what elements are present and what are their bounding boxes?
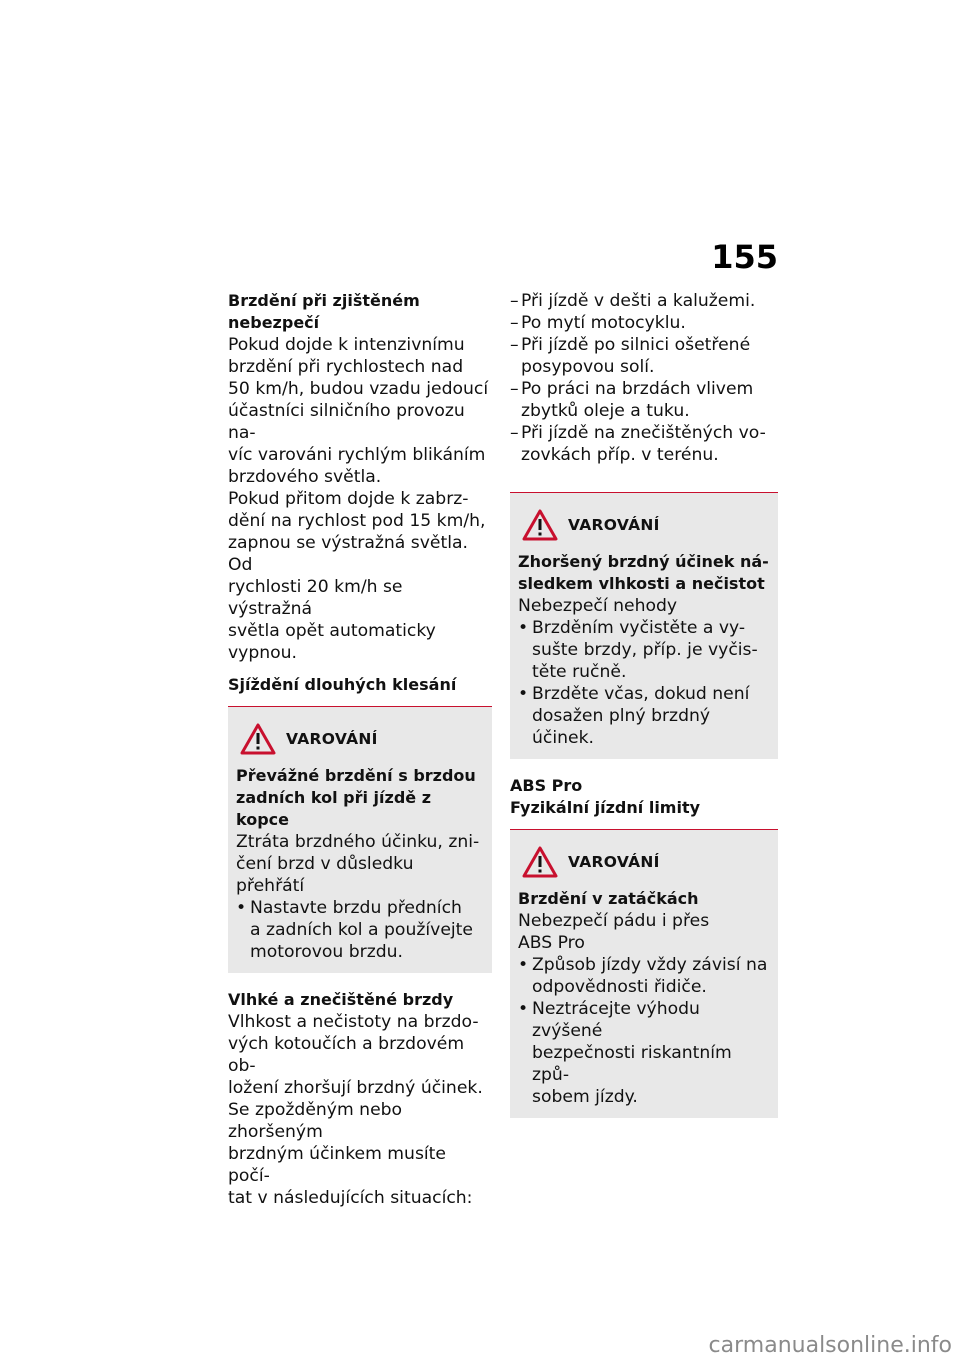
dash-mark: – (510, 423, 519, 443)
text-line: bezpečnosti riskantním způ- (532, 1043, 732, 1085)
text-line: sušte brzdy, příp. je vyčis- (532, 640, 758, 660)
text-line: posypovou solí. (521, 357, 655, 377)
warning-title (518, 888, 770, 910)
dash-list (510, 290, 778, 466)
text-line: dění na rychlost pod 15 km/h, (228, 511, 486, 531)
warning-text (236, 831, 484, 897)
right-column (510, 290, 778, 1118)
text-line: Nastavte brzdu předních (250, 898, 462, 918)
text-line: zbytků oleje a tuku. (521, 401, 690, 421)
text-line: Po práci na brzdách vlivem (521, 379, 754, 399)
warning-box-wet (510, 492, 778, 759)
text-line: brzdění při rychlostech nad (228, 357, 464, 377)
warning-label: VAROVÁNÍ (568, 853, 660, 871)
bullet-mark: • (518, 955, 529, 975)
text-line: zapnou se výstražná světla. Od (228, 533, 468, 575)
title-line: sledkem vlhkosti a nečistot (518, 574, 765, 593)
left-column (228, 290, 492, 1209)
bullet-item (518, 954, 770, 998)
warning-box-downhill (228, 706, 492, 973)
text-line: tat v následujících situacích: (228, 1188, 473, 1208)
dash-item (510, 422, 778, 466)
text-line: brzdového světla. (228, 467, 382, 487)
paragraph-emergency-braking (228, 334, 492, 664)
heading-downhill: Sjíždění dlouhých klesání (228, 675, 457, 694)
text-line: Při jízdě na znečištěných vo- (521, 423, 766, 443)
bullet-mark: • (518, 999, 529, 1019)
dash-item (510, 334, 778, 378)
warning-label: VAROVÁNÍ (286, 730, 378, 748)
warning-label: VAROVÁNÍ (568, 516, 660, 534)
text-line: Pokud přitom dojde k zabrz- (228, 489, 469, 509)
text-line: účastníci silničního provozu na- (228, 401, 465, 443)
text-line: 50 km/h, budou vzadu jedoucí (228, 379, 489, 399)
heading-braking-danger (228, 290, 492, 334)
text-line: rychlosti 20 km/h se výstražná (228, 577, 403, 619)
warning-text (518, 595, 770, 617)
dash-mark: – (510, 291, 519, 311)
text-line: Nebezpečí pádu i přes (518, 911, 710, 931)
bullet-item (518, 683, 770, 749)
paragraph-wet-brakes (228, 1011, 492, 1209)
text-line: Způsob jízdy vždy závisí na (532, 955, 768, 975)
text-line: těte ručně. (532, 662, 627, 682)
text-line: Vlhkost a nečistoty na brzdo- (228, 1012, 479, 1032)
dash-mark: – (510, 379, 519, 399)
text-line: a zadních kol a používejte (250, 920, 473, 940)
text-line: Brzděním vyčistěte a vy- (532, 618, 746, 638)
bullet-mark: • (518, 684, 529, 704)
text-line: Pokud dojde k intenzivnímu (228, 335, 465, 355)
text-line: zovkách příp. v terénu. (521, 445, 719, 465)
bullet-item (518, 998, 770, 1108)
text-line: brzdným účinkem musíte počí- (228, 1144, 446, 1186)
text-line: Nebezpečí nehody (518, 596, 678, 616)
warning-title (236, 765, 484, 831)
text-line: sobem jízdy. (532, 1087, 638, 1107)
bullet-mark: • (518, 618, 529, 638)
watermark: carmanualsonline.info (708, 1333, 952, 1358)
text-line: čení brzd v důsledku přehřátí (236, 854, 414, 896)
dash-mark: – (510, 335, 519, 355)
dash-mark: – (510, 313, 519, 333)
heading-wet-brakes: Vlhké a znečištěné brzdy (228, 990, 454, 1009)
bullet-item (236, 897, 484, 963)
dash-item (510, 312, 778, 334)
text-line: odpovědnosti řidiče. (532, 977, 707, 997)
title-line: Zhoršený brzdný účinek ná- (518, 552, 769, 571)
title-line: Převážné brzdění s brzdou (236, 766, 476, 785)
text-line: světla opět automaticky vypnou. (228, 621, 436, 663)
bullet-item (518, 617, 770, 683)
text-line: Po mytí motocyklu. (521, 313, 686, 333)
text-line: Se zpožděným nebo zhoršeným (228, 1100, 403, 1142)
page-number: 155 (711, 238, 778, 276)
heading-line: Brzdění při zjištěném (228, 291, 420, 310)
text-line: Při jízdě po silnici ošetřené (521, 335, 751, 355)
title-line: zadních kol při jízdě z kopce (236, 788, 432, 829)
text-line: Při jízdě v dešti a kalužemi. (521, 291, 756, 311)
heading-abs-pro: ABS Pro (510, 776, 583, 795)
warning-triangle-icon (522, 846, 558, 878)
heading-line: nebezpečí (228, 313, 320, 332)
text-line: ložení zhoršují brzdný účinek. (228, 1078, 483, 1098)
dash-item (510, 290, 778, 312)
text-line: Ztráta brzdného účinku, zni- (236, 832, 480, 852)
dash-item (510, 378, 778, 422)
text-line: víc varováni rychlým blikáním (228, 445, 486, 465)
text-line: Neztrácejte výhodu zvýšené (532, 999, 700, 1041)
warning-triangle-icon (522, 509, 558, 541)
text-line: dosažen plný brzdný účinek. (532, 706, 711, 748)
text-line: ABS Pro (518, 933, 585, 953)
title-line: Brzdění v zatáčkách (518, 889, 699, 908)
warning-triangle-icon (240, 723, 276, 755)
warning-text (518, 910, 770, 954)
bullet-mark: • (236, 898, 247, 918)
heading-physical-limits: Fyzikální jízdní limity (510, 798, 701, 817)
text-line: motorovou brzdu. (250, 942, 404, 962)
text-line: vých kotoučích a brzdovém ob- (228, 1034, 465, 1076)
warning-box-corners (510, 829, 778, 1118)
warning-title (518, 551, 770, 595)
text-line: Brzděte včas, dokud není (532, 684, 750, 704)
